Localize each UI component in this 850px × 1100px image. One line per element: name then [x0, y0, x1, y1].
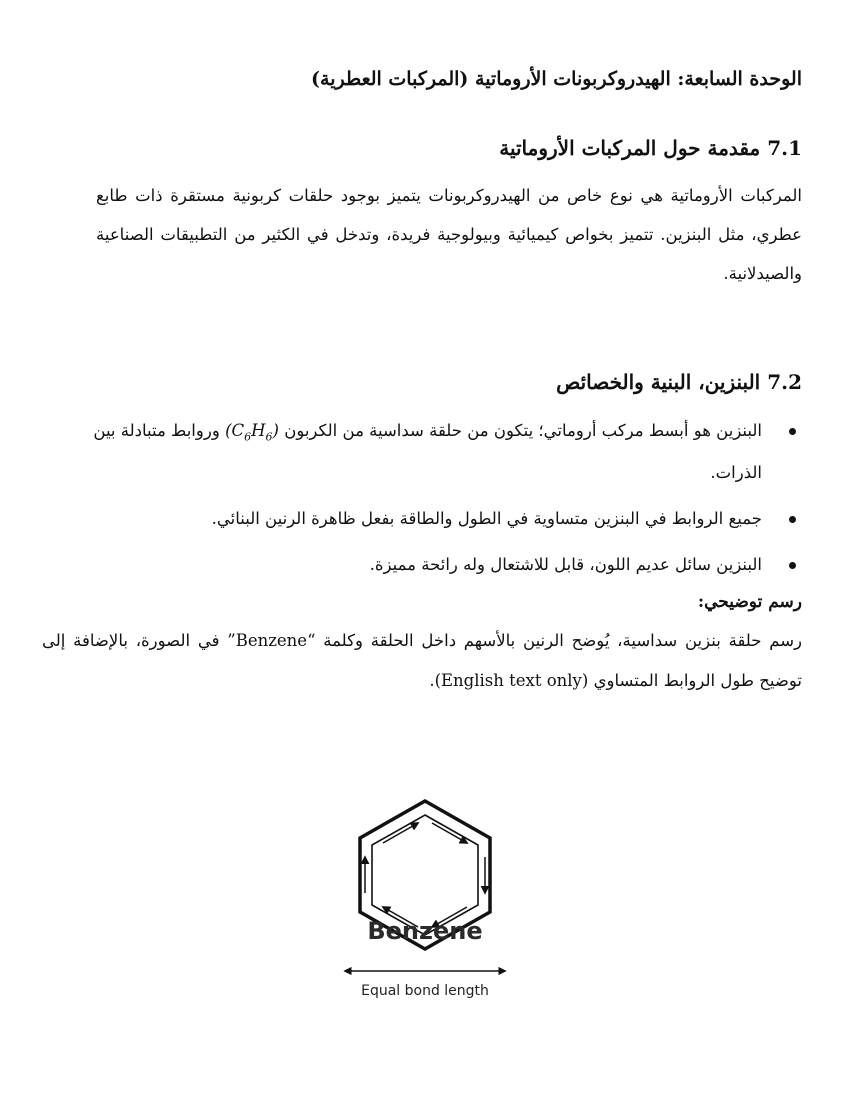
formula-hydrogen: H — [251, 421, 266, 440]
illustration-heading: رسم توضيحي: — [697, 592, 802, 612]
unit-title: الوحدة السابعة: الهيدروكربونات الأروماتية (المركبات العطرية) — [311, 68, 802, 90]
bullet-text-after-formula: وروابط متبادلة بين الذرات. — [93, 421, 762, 483]
benzene-formula: $(C_6H_6)$ — [225, 421, 279, 444]
section-1-paragraph: المركبات الأروماتية هي نوع خاص من الهيدروكربونات يتميز بوجود حلقات كربونية مستقرة ذات طابع عطري، مثل البنزين. تتميز بخواص كيميائية وبيولوجية فريدة، وتدخل في الكثير من التطبيقات الصناعية والصيدلانية. — [96, 186, 802, 283]
benzene-ring-figure — [340, 795, 510, 1010]
bullet-item-bonds: جميع الروابط في البنزين متساوية في الطول والطاقة بفعل ظاهرة الرنين البنائي. — [62, 501, 802, 537]
formula-carbon: C — [231, 421, 245, 440]
resonance-arrow-6 — [383, 823, 418, 843]
bullet-text-before-formula: البنزين هو أبسط مركب أروماتي؛ يتكون من حلقة سداسية من الكربون — [284, 421, 762, 440]
bullet-item-physical: البنزين سائل عديم اللون، قابل للاشتعال وله رائحة مميزة. — [62, 547, 802, 583]
bullet-item-structure — [62, 413, 802, 491]
bond-length-caption: Equal bond length — [361, 983, 489, 999]
section-1-title: 7.1 مقدمة حول المركبات الأروماتية — [499, 136, 802, 160]
benzene-properties-list — [62, 413, 802, 593]
benzene-label: Benzene — [367, 917, 483, 945]
illustration-description: رسم حلقة بنزين سداسية، يُوضح الرنين بالأسهم داخل الحلقة وكلمة “Benzene” في الصورة، بالإضافة إلى توضيح طول الروابط المتساوي (English text only). — [42, 631, 802, 690]
section-2-title: 7.2 البنزين، البنية والخصائص — [556, 370, 802, 394]
resonance-arrow-1 — [432, 823, 467, 843]
formula-hydrogen-count: 6 — [265, 430, 273, 444]
formula-carbon-count: 6 — [244, 430, 252, 444]
